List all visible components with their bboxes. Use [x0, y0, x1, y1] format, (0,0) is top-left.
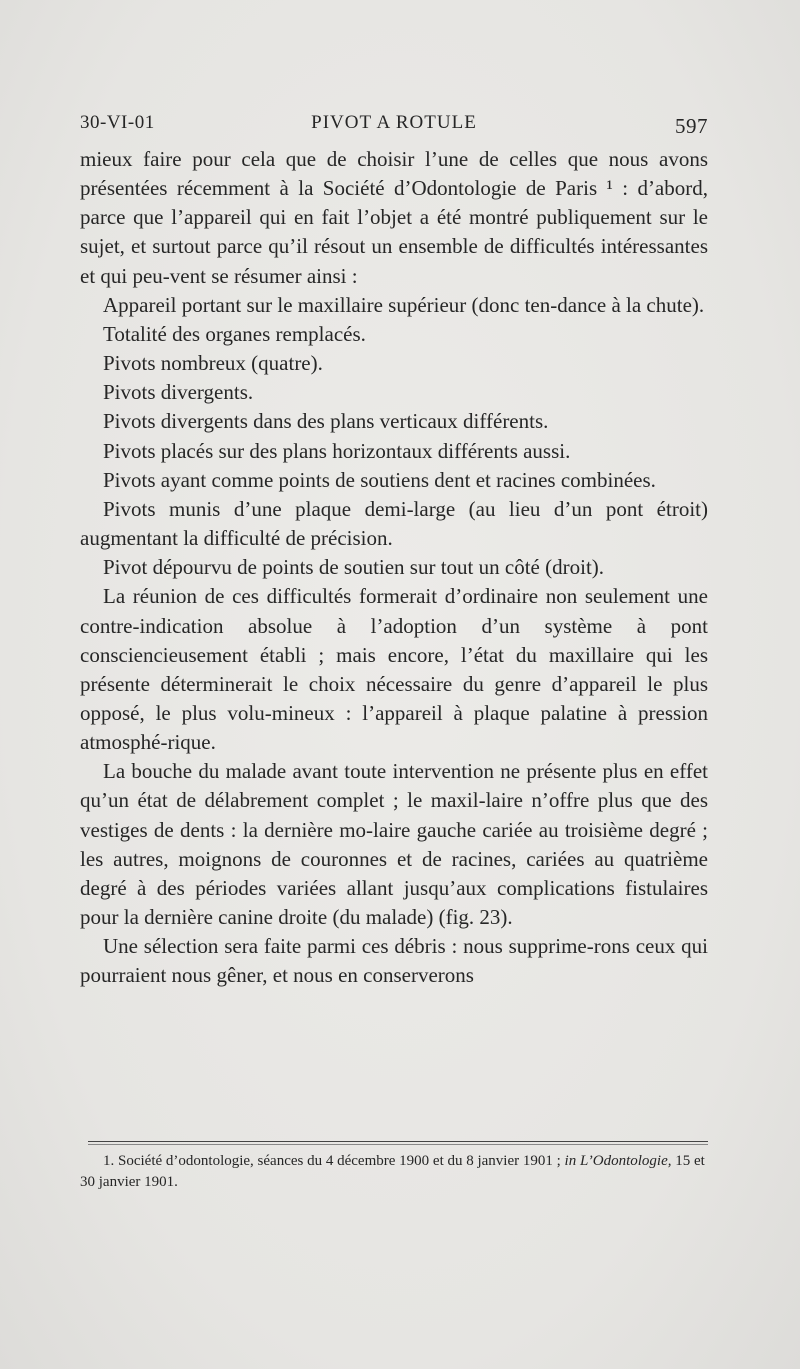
page-number: 597	[675, 114, 708, 138]
footnote-text: Société d’odontologie, séances du 4 décembre 1900 et du 8 janvier 1901 ;	[118, 1153, 561, 1169]
running-header	[80, 112, 708, 138]
footnote-journal: L’Odontologie,	[579, 1153, 672, 1169]
list-item: Totalité des organes remplacés.	[103, 321, 366, 346]
footnote-ref-suffix: 15 et 30 janvier 1901.	[80, 1153, 705, 1190]
list-item: Pivots divergents dans des plans verticaux différents.	[103, 409, 549, 434]
list-item: Pivots divergents.	[103, 380, 254, 405]
footnote-ref-prefix: in	[564, 1153, 577, 1169]
list-item: Pivots nombreux (quatre).	[103, 351, 323, 376]
footnote-number: 1.	[103, 1153, 115, 1169]
paragraph: La bouche du malade avant toute intervention ne présente plus en effet qu’un état de délabrement complet ; le maxil-laire n’offre plus que des vestiges de dents : la dernière mo-laire gauche cariée au troisième degré ; les autres, moignons de couronnes et de racines, cariées au quatrième degré à des périodes variées allant jusqu’aux complications fistulaires pour la dernière canine droite (du malade) (fig. 23).	[80, 759, 708, 930]
list-item: Pivots placés sur des plans horizontaux différents aussi.	[103, 438, 571, 463]
header-date: 30-VI-01	[80, 112, 155, 133]
body-text	[80, 145, 708, 991]
footnote-line	[80, 1151, 708, 1193]
header-title: PIVOT A ROTULE	[311, 112, 477, 133]
list-item: Pivots ayant comme points de soutiens dent et racines combinées.	[103, 467, 656, 492]
paragraph: La réunion de ces difficultés formerait d’ordinaire non seulement une contre-indication absolue à l’adoption d’un système à pont consciencieusement établi ; mais encore, l’état du maxillaire qui les présente déterminerait le choix nécessaire du genre d’appareil le plus opposé, le plus volu-mineux : l’appareil à plaque palatine à pression atmosphé-rique.	[80, 584, 708, 755]
footnote	[80, 1151, 708, 1193]
list-item: Pivot dépourvu de points de soutien sur tout un côté (droit).	[103, 555, 605, 580]
list-item: Appareil portant sur le maxillaire supérieur (donc ten-dance à la chute).	[103, 292, 705, 317]
paragraph: Une sélection sera faite parmi ces débris : nous supprime-rons ceux qui pourraient nous gêner, et nous en conserverons	[80, 934, 708, 988]
footnote-divider-secondary	[88, 1144, 708, 1145]
paragraph-intro: mieux faire pour cela que de choisir l’une de celles que nous avons présentées récemment à la Société d’Odontologie de Paris ¹ : d’abord, parce que l’appareil qui en fait l’objet a été montré publiquement sur le sujet, et surtout parce qu’il résout un ensemble de difficultés intéressantes et qui peu-vent se résumer ainsi :	[80, 147, 708, 288]
footnote-divider	[88, 1141, 708, 1142]
list-item: Pivots munis d’une plaque demi-large (au lieu d’un pont étroit) augmentant la difficulté de précision.	[80, 496, 708, 551]
